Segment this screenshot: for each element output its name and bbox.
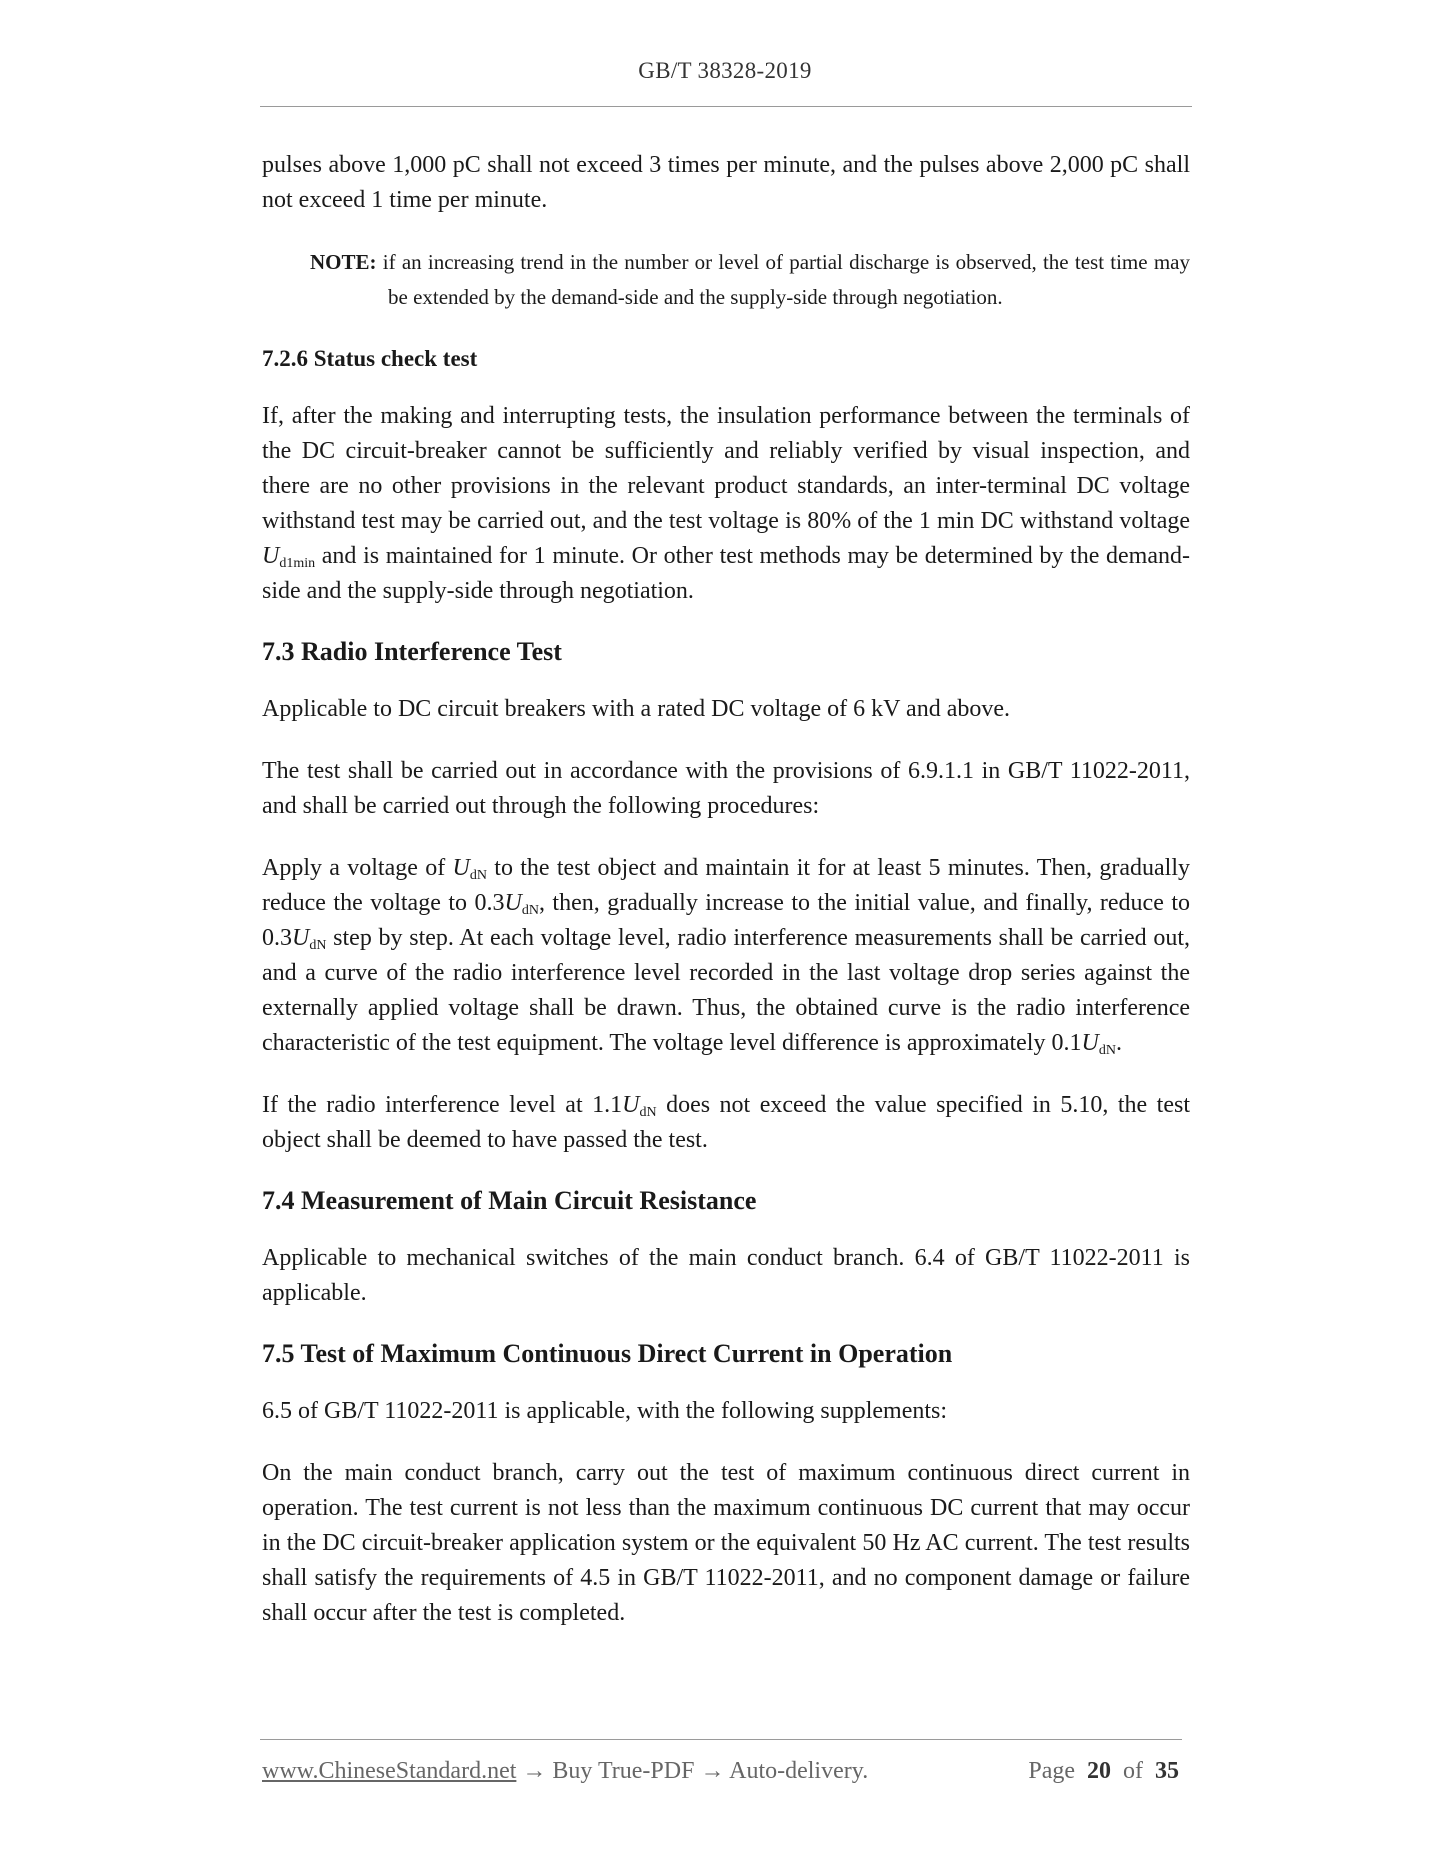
page-indicator: Page 20 of 35 bbox=[1028, 1758, 1179, 1784]
paragraph-status-check: If, after the making and interrupting tests, the insulation performance between the terminals of the DC circuit-breaker cannot be sufficiently and reliably verified by visual inspection, and there are no other provisions in the relevant product standards, an inter-terminal DC voltage withstand test may be carried out, and the test voltage is 80% of the 1 min DC withstand voltage $U_{d1min}$ and is maintained for 1 minute. Or other test methods may be determined by the demand-side and the supply-side through negotiation. bbox=[262, 403, 1190, 604]
paragraph-main-circuit: Applicable to mechanical switches of the main conduct branch. 6.4 of GB/T 11022-2011 is applicable. bbox=[262, 1245, 1190, 1306]
page-number: 20 bbox=[1087, 1758, 1111, 1784]
footer-left bbox=[262, 1758, 868, 1785]
site-link[interactable]: www.ChineseStandard.net bbox=[262, 1758, 517, 1784]
note-text: if an increasing trend in the number or level of partial discharge is observed, the test time may be extended by the demand-side and the supply-side through negotiation. bbox=[376, 250, 1190, 309]
symbol-u-d1min: $U_{d1min}$ bbox=[262, 543, 316, 571]
symbol-u-dn: $U_{dN}$ bbox=[622, 1092, 657, 1120]
paragraph-supplements-intro: 6.5 of GB/T 11022-2011 is applicable, with the following supplements: bbox=[262, 1398, 948, 1424]
heading-7-5: 7.5 Test of Maximum Continuous Direct Current in Operation bbox=[262, 1339, 953, 1368]
heading-7-3: 7.3 Radio Interference Test bbox=[262, 637, 562, 666]
heading-7-4: 7.4 Measurement of Main Circuit Resistance bbox=[262, 1186, 757, 1215]
paragraph-partial-discharge: pulses above 1,000 pC shall not exceed 3 times per minute, and the pulses above 2,000 pC shall not exceed 1 time per minute. bbox=[262, 152, 1190, 213]
symbol-u-dn: $U_{dN}$ bbox=[1081, 1030, 1116, 1058]
paragraph-procedure-intro: The test shall be carried out in accordance with the provisions of 6.9.1.1 in GB/T 11022-2011, and shall be carried out through the following procedures: bbox=[262, 758, 1190, 819]
footer-buy-text: → Buy True-PDF → Auto-delivery. bbox=[516, 1758, 869, 1784]
document-body bbox=[262, 148, 1190, 1658]
note-label: NOTE: bbox=[310, 250, 377, 274]
paragraph-pass-criterion: If the radio interference level at $1.1U_{dN}$ does not exceed the value specified in 5.10, the test object shall be deemed to have passed the test. bbox=[262, 1092, 1190, 1153]
page-header-title: GB/T 38328-2019 bbox=[638, 58, 812, 83]
note-block bbox=[310, 245, 1190, 315]
paragraph-continuous-current: On the main conduct branch, carry out the test of maximum continuous direct current in operation. The test current is not less than the maximum continuous DC current that may occur in the DC circuit-breaker application system or the equivalent 50 Hz AC current. The test results shall satisfy the requirements of 4.5 in GB/T 11022-2011, and no component damage or failure shall occur after the test is completed. bbox=[262, 1460, 1190, 1626]
heading-7-2-6: 7.2.6 Status check test bbox=[262, 346, 478, 371]
paragraph-applicability: Applicable to DC circuit breakers with a rated DC voltage of 6 kV and above. bbox=[262, 696, 1010, 722]
paragraph-procedure: Apply a voltage of $U_{dN}$ to the test object and maintain it for at least 5 minutes. Then, gradually reduce the voltage to $0.3U_{dN}$, then, gradually increase to the initial value, and finally, reduce to $0.3U_{dN}$ step by step. At each voltage level, radio interference measurements shall be carried out, and a curve of the radio interference level recorded in the last voltage drop series against the externally applied voltage shall be drawn. Thus, the obtained curve is the radio interference characteristic of the test equipment. The voltage level difference is approximately $0.1U_{dN}$. bbox=[262, 855, 1191, 1058]
symbol-u-dn: $U_{dN}$ bbox=[292, 925, 327, 953]
symbol-u-dn: $U_{dN}$ bbox=[452, 855, 487, 883]
header-divider bbox=[260, 106, 1192, 107]
page-total: 35 bbox=[1155, 1758, 1179, 1784]
symbol-u-dn: $U_{dN}$ bbox=[504, 890, 539, 918]
footer-divider bbox=[260, 1739, 1182, 1740]
